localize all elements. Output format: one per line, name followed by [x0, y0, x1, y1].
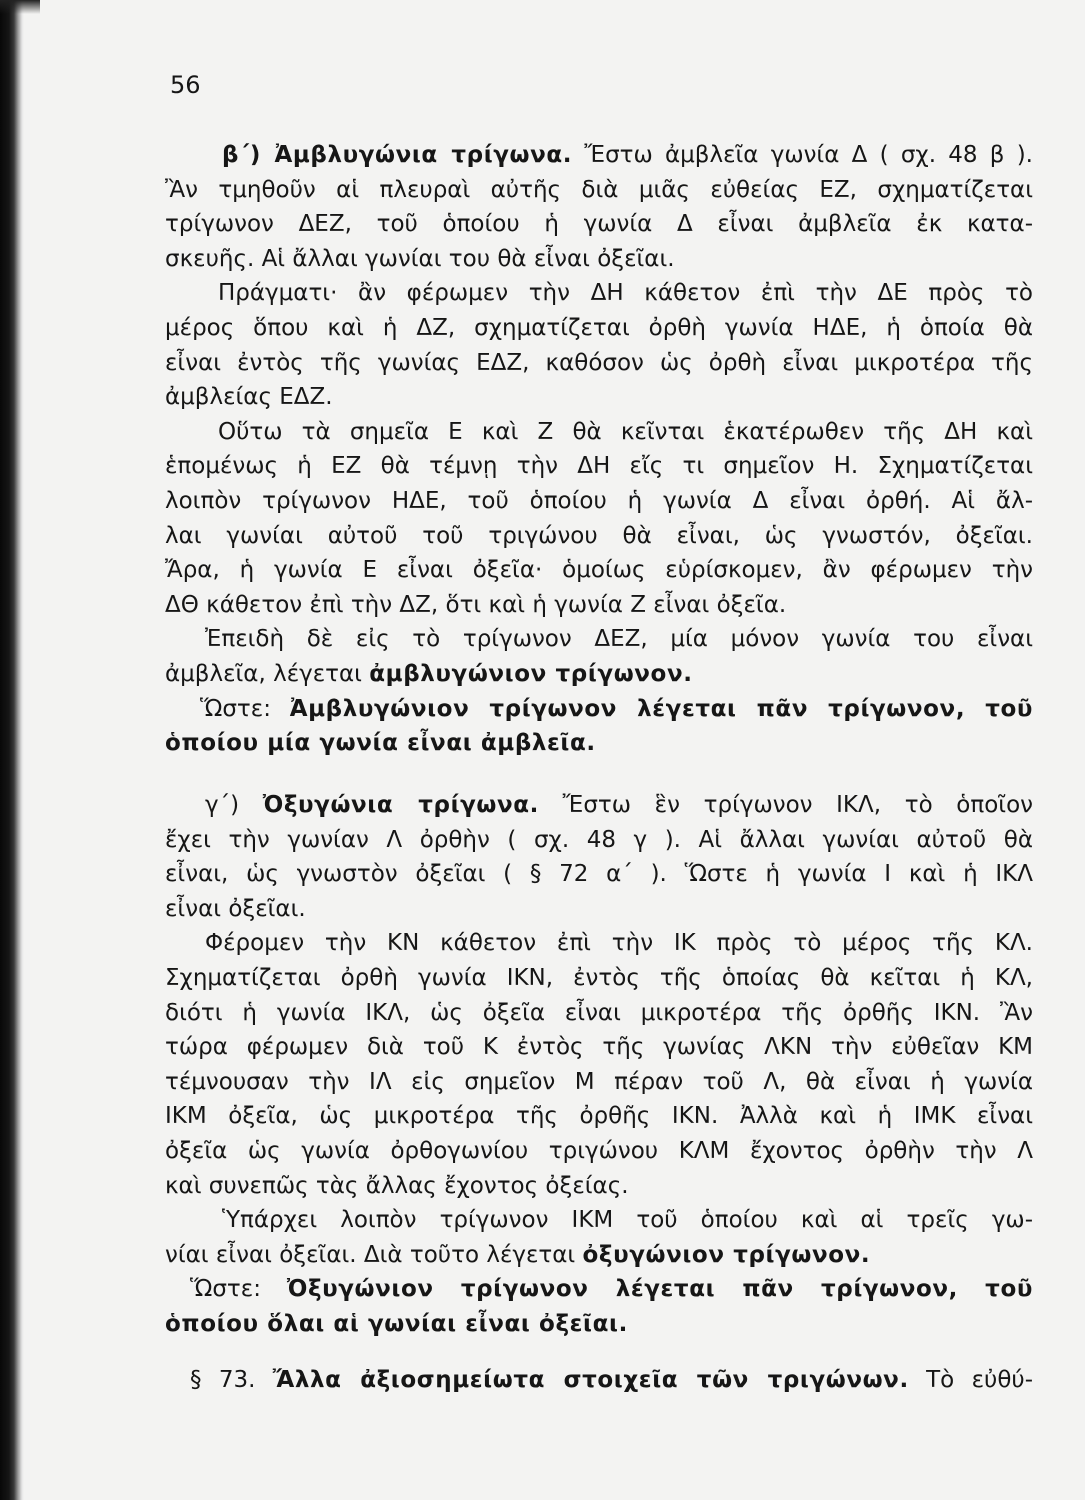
text-line	[165, 173, 1033, 208]
text-line	[165, 276, 1033, 311]
text-line	[165, 346, 1033, 381]
text-run: νίαι εἶναι ὀξεῖαι. Διὰ τοῦτο λέγεται	[165, 1241, 583, 1268]
text-line	[165, 1030, 1033, 1065]
text-line	[165, 138, 1033, 173]
bold-definition: Ἀμβλυγώνιον τρίγωνον λέγεται πᾶν τρίγωνον, τοῦ	[289, 695, 1033, 722]
text-run: Τὸ εὐθύ-	[908, 1367, 1033, 1393]
text-run: ἀμβλείας ΕΔΖ.	[165, 384, 333, 411]
text-line	[165, 726, 1033, 761]
text-line	[165, 415, 1033, 450]
text-run: εἶναι, ὡς γνωστὸν ὀξεῖαι ( § 72 α΄ ). Ὥστε ἡ γωνία Ι καὶ ἡ ΙΚΛ	[165, 861, 1033, 888]
bold-term: ὀξυγώνιον τρίγωνον.	[582, 1241, 871, 1268]
text-line	[165, 207, 1033, 242]
text-line	[165, 1272, 1033, 1307]
text-run: Ἄρα, ἡ γωνία Ε εἶναι ὀξεῖα· ὁμοίως εὑρίσκομεν, ἂν φέρωμεν τὴν	[165, 557, 1033, 584]
text-run: Ὑπάρχει λοιπὸν τρίγωνον ΙΚΜ τοῦ ὁποίου καὶ αἱ τρεῖς γω-	[222, 1207, 1033, 1234]
text-run: Σχηματίζεται ὀρθὴ γωνία ΙΚΝ, ἐντὸς τῆς ὁποίας θὰ κεῖται ἡ ΚΛ,	[165, 964, 1033, 991]
text-line	[165, 692, 1033, 727]
text-line	[165, 961, 1033, 996]
text-run: διότι ἡ γωνία ΙΚΛ, ὡς ὀξεῖα εἶναι μικροτέρα τῆς ὀρθῆς ΙΚΝ. Ἂν	[165, 999, 1033, 1026]
text-line	[165, 1099, 1033, 1134]
text-run: λοιπὸν τρίγωνον ΗΔΕ, τοῦ ὁποίου ἡ γωνία Δ εἶναι ὀρθή. Αἱ ἄλ-	[165, 487, 1033, 514]
text-run: τέμνουσαν τὴν ΙΛ εἰς σημεῖον Μ πέραν τοῦ Λ, θὰ εἶναι ἡ γωνία	[165, 1068, 1033, 1095]
text-line	[165, 519, 1033, 554]
text-run: μέρος ὅπου καὶ ἡ ΔΖ, σχηματίζεται ὀρθὴ γωνία ΗΔΕ, ἡ ὁποία θὰ	[165, 314, 1033, 341]
corner-shadow	[0, 0, 40, 14]
text-line	[165, 1238, 1033, 1273]
text-line	[165, 926, 1033, 961]
text-line	[165, 242, 1033, 277]
text-run: Πράγματι· ἂν φέρωμεν τὴν ΔΗ κάθετον ἐπὶ τὴν ΔΕ πρὸς τὸ	[218, 280, 1033, 307]
section-73	[165, 1363, 1033, 1398]
text-line	[165, 553, 1033, 588]
bold-term: ἀμβλυγώνιον τρίγωνον.	[369, 660, 693, 687]
text-run: γ΄)	[205, 792, 263, 818]
section-acute-triangles	[165, 788, 1033, 1342]
text-run: Ἔστω ἀμβλεῖα γωνία Δ ( σχ. 48 β ).	[572, 142, 1033, 168]
text-run: ἑπομένως ἡ ΕΖ θὰ τέμνῃ τὴν ΔΗ εἴς τι σημεῖον Η. Σχηματίζεται	[165, 453, 1033, 480]
text-run: Ὥστε:	[190, 1276, 287, 1303]
page-number: 56	[170, 71, 201, 99]
text-line	[165, 1065, 1033, 1100]
text-run: σκευῆς. Αἱ ἄλλαι γωνίαι του θὰ εἶναι ὀξεῖαι.	[165, 245, 675, 272]
text-run: Οὕτω τὰ σημεῖα Ε καὶ Ζ θὰ κεῖνται ἑκατέρωθεν τῆς ΔΗ καὶ	[218, 418, 1033, 445]
section-number: § 73.	[190, 1367, 273, 1393]
text-line	[165, 1134, 1033, 1169]
text-run: ὀξεῖα ὡς γωνία ὀρθογωνίου τριγώνου ΚΛΜ ἔχοντος ὀρθὴν τὴν Λ	[165, 1137, 1033, 1164]
text-line	[165, 788, 1033, 823]
text-run: Ἔστω ἓν τρίγωνον ΙΚΛ, τὸ ὁποῖον	[539, 792, 1033, 818]
section-obtuse-triangles	[165, 138, 1033, 761]
text-line	[165, 996, 1033, 1031]
text-run: Ἂν τμηθοῦν αἱ πλευραὶ αὐτῆς διὰ μιᾶς εὐθείας ΕΖ, σχηματίζεται	[165, 176, 1033, 203]
text-run: εἶναι ἐντὸς τῆς γωνίας ΕΔΖ, καθόσον ὡς ὀρθὴ εἶναι μικροτέρα τῆς	[165, 349, 1033, 376]
text-line	[165, 892, 1033, 927]
text-line	[165, 1307, 1033, 1342]
text-run: Φέρομεν τὴν ΚΝ κάθετον ἐπὶ τὴν ΙΚ πρὸς τὸ μέρος τῆς ΚΛ.	[205, 930, 1033, 957]
section-heading: Ὀξυγώνια τρίγωνα.	[262, 792, 539, 818]
text-line	[165, 622, 1033, 657]
text-line	[165, 449, 1033, 484]
text-run: Ὥστε:	[200, 695, 290, 722]
text-run: εἶναι ὀξεῖαι.	[165, 895, 306, 922]
text-line	[165, 857, 1033, 892]
text-run: τώρα φέρωμεν διὰ τοῦ Κ ἐντὸς τῆς γωνίας ΛΚΝ τὴν εὐθεῖαν ΚΜ	[165, 1034, 1033, 1061]
section-heading: Ἄλλα ἀξιοσημείωτα στοιχεῖα τῶν τριγώνων.	[272, 1367, 909, 1393]
text-run: ἔχει τὴν γωνίαν Λ ὀρθὴν ( σχ. 48 γ ). Αἱ ἄλλαι γωνίαι αὐτοῦ θὰ	[165, 826, 1033, 853]
text-run: ἀμβλεῖα, λέγεται	[165, 660, 370, 687]
text-line	[165, 311, 1033, 346]
text-run: τρίγωνον ΔΕΖ, τοῦ ὁποίου ἡ γωνία Δ εἶναι ἀμβλεῖα ἐκ κατα-	[165, 211, 1033, 238]
bold-definition: ὁποίου μία γωνία εἶναι ἀμβλεῖα.	[165, 730, 596, 757]
bold-definition: Ὀξυγώνιον τρίγωνον λέγεται πᾶν τρίγωνον, τοῦ	[286, 1276, 1033, 1303]
text-line	[165, 1169, 1033, 1204]
binding-edge-shadow	[0, 0, 24, 1500]
text-line	[165, 380, 1033, 415]
text-run: ΔΘ κάθετον ἐπὶ τὴν ΔΖ, ὅτι καὶ ἡ γωνία Ζ εἶναι ὀξεῖα.	[165, 591, 787, 618]
text-line	[165, 1203, 1033, 1238]
section-heading: β΄) Ἀμβλυγώνια τρίγωνα.	[222, 142, 573, 168]
text-line	[165, 484, 1033, 519]
text-line	[165, 1363, 1033, 1398]
text-run: Ἐπειδὴ δὲ εἰς τὸ τρίγωνον ΔΕΖ, μία μόνον γωνία του εἶναι	[205, 626, 1033, 653]
text-line	[165, 657, 1033, 692]
text-line	[165, 588, 1033, 623]
text-run: καὶ συνεπῶς τὰς ἄλλας ἔχοντος ὀξείας.	[165, 1172, 629, 1199]
text-run: ΙΚΜ ὀξεῖα, ὡς μικροτέρα τῆς ὀρθῆς ΙΚΝ. Ἀλλὰ καὶ ἡ ΙΜΚ εἶναι	[165, 1103, 1033, 1130]
text-run: λαι γωνίαι αὐτοῦ τοῦ τριγώνου θὰ εἶναι, ὡς γνωστόν, ὀξεῖαι.	[165, 522, 1033, 549]
text-line	[165, 823, 1033, 858]
bold-definition: ὁποίου ὅλαι αἱ γωνίαι εἶναι ὀξεῖαι.	[165, 1310, 628, 1337]
